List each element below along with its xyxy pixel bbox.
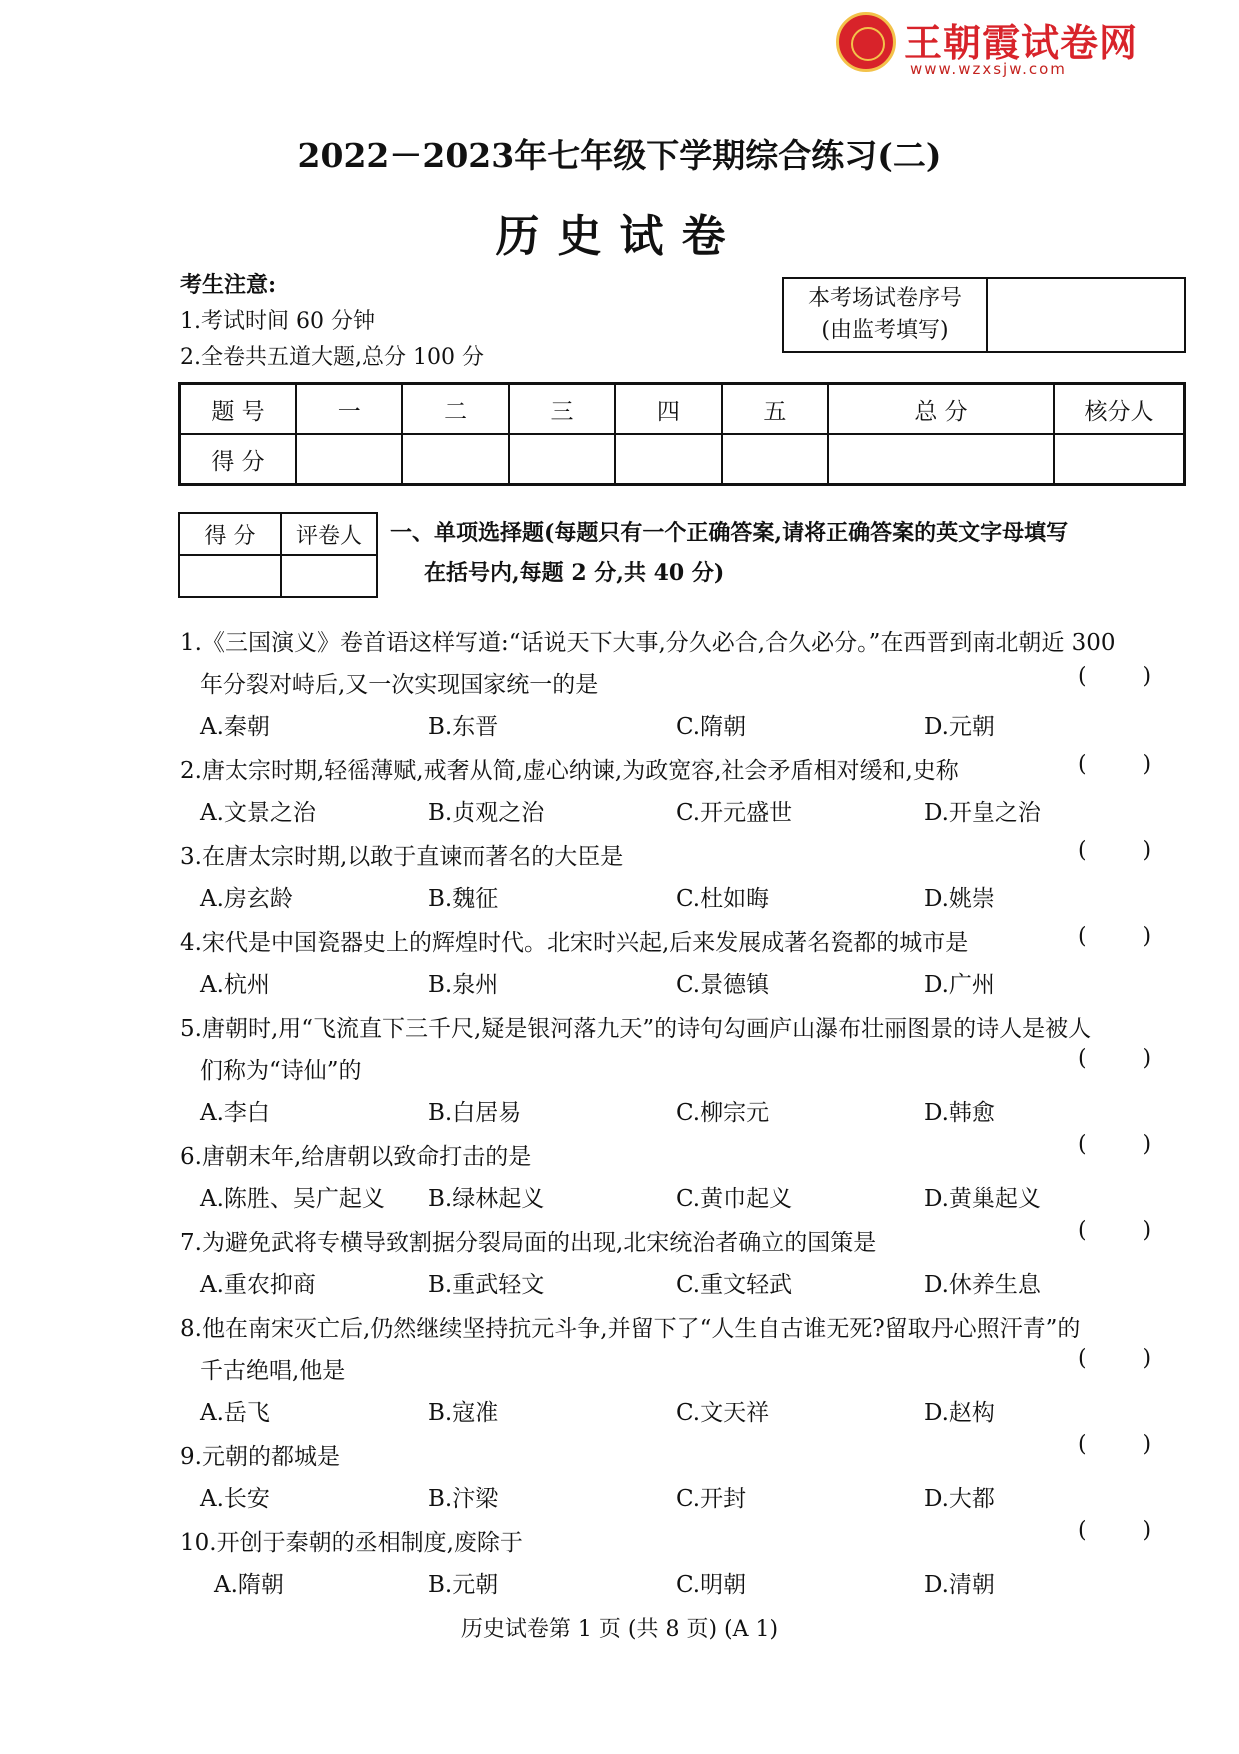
option-a: A.房玄龄 bbox=[200, 886, 293, 912]
table-header-cell: 五 bbox=[722, 384, 828, 435]
serial-number-box bbox=[782, 277, 1186, 353]
option-b: B.东晋 bbox=[428, 714, 499, 740]
score-table bbox=[178, 382, 1186, 486]
table-header-cell: 评卷人 bbox=[281, 513, 377, 555]
option-b: B.汴梁 bbox=[428, 1486, 499, 1512]
answer-bracket[interactable]: ( ) bbox=[1078, 838, 1152, 863]
table-header-cell: 四 bbox=[615, 384, 721, 435]
option-a: A.长安 bbox=[200, 1486, 270, 1512]
option-d: D.韩愈 bbox=[924, 1100, 995, 1126]
question-stem: 年分裂对峙后,又一次实现国家统一的是 bbox=[200, 672, 599, 698]
table-row bbox=[180, 434, 1185, 485]
question-stem: 们称为“诗仙”的 bbox=[200, 1058, 362, 1084]
option-c: C.柳宗元 bbox=[676, 1100, 770, 1126]
option-d: D.休养生息 bbox=[924, 1272, 1041, 1298]
option-c: C.杜如晦 bbox=[676, 886, 770, 912]
table-row bbox=[179, 513, 377, 555]
notice-heading: 考生注意: bbox=[180, 272, 277, 298]
option-b: B.魏征 bbox=[428, 886, 499, 912]
table-row bbox=[180, 384, 1185, 435]
option-b: B.绿林起义 bbox=[428, 1186, 545, 1212]
option-b: B.元朝 bbox=[428, 1572, 499, 1598]
option-d: D.姚崇 bbox=[924, 886, 995, 912]
option-c: C.开封 bbox=[676, 1486, 747, 1512]
serial-label-line: 本考场试卷序号 bbox=[807, 286, 962, 311]
table-header-cell: 三 bbox=[509, 384, 615, 435]
table-header-cell: 得 分 bbox=[179, 513, 281, 555]
table-header-cell: 二 bbox=[402, 384, 508, 435]
score-cell[interactable] bbox=[296, 434, 402, 485]
site-logo bbox=[836, 10, 1156, 78]
notice-item: 2.全卷共五道大题,总分 100 分 bbox=[180, 345, 484, 370]
score-cell[interactable] bbox=[402, 434, 508, 485]
option-c: C.明朝 bbox=[676, 1572, 747, 1598]
question-stem: 8.他在南宋灭亡后,仍然继续坚持抗元斗争,并留下了“人生自古谁无死?留取丹心照汗青”的 bbox=[180, 1316, 1081, 1342]
option-a: A.杭州 bbox=[200, 972, 270, 998]
option-b: B.白居易 bbox=[428, 1100, 522, 1126]
score-cell[interactable] bbox=[828, 434, 1054, 485]
option-a: A.陈胜、吴广起义 bbox=[200, 1186, 385, 1212]
answer-bracket[interactable]: ( ) bbox=[1078, 1046, 1152, 1071]
answer-bracket[interactable]: ( ) bbox=[1078, 752, 1152, 777]
answer-bracket[interactable]: ( ) bbox=[1078, 1346, 1152, 1371]
score-cell[interactable] bbox=[509, 434, 615, 485]
subject-title: 历史试卷 bbox=[495, 211, 744, 262]
section-heading: 一、单项选择题(每题只有一个正确答案,请将正确答案的英文字母填写 bbox=[390, 520, 1069, 546]
option-a: A.李白 bbox=[200, 1100, 270, 1126]
score-cell[interactable] bbox=[1054, 434, 1185, 485]
option-a: A.岳飞 bbox=[200, 1400, 270, 1426]
option-d: D.开皇之治 bbox=[924, 800, 1041, 826]
table-header-cell: 题 号 bbox=[180, 384, 297, 435]
answer-bracket[interactable]: ( ) bbox=[1078, 924, 1152, 949]
answer-bracket[interactable]: ( ) bbox=[1078, 664, 1152, 689]
question-stem: 7.为避免武将专横导致割据分裂局面的出现,北宋统治者确立的国策是 bbox=[180, 1230, 877, 1256]
option-d: D.清朝 bbox=[924, 1572, 995, 1598]
option-a: A.重农抑商 bbox=[200, 1272, 316, 1298]
question-stem: 千古绝唱,他是 bbox=[200, 1358, 346, 1384]
answer-bracket[interactable]: ( ) bbox=[1078, 1432, 1152, 1457]
option-c: C.文天祥 bbox=[676, 1400, 770, 1426]
option-c: C.隋朝 bbox=[676, 714, 747, 740]
brand-url: www.wzxsjw.com bbox=[910, 60, 1067, 78]
question-stem: 4.宋代是中国瓷器史上的辉煌时代。北宋时兴起,后来发展成著名瓷都的城市是 bbox=[180, 930, 969, 956]
grader-cell[interactable] bbox=[281, 555, 377, 597]
option-b: B.重武轻文 bbox=[428, 1272, 545, 1298]
option-d: D.大都 bbox=[924, 1486, 995, 1512]
serial-label-line: (由监考填写) bbox=[821, 318, 949, 343]
question-stem: 5.唐朝时,用“飞流直下三千尺,疑是银河落九天”的诗句勾画庐山瀑布壮丽图景的诗人是被人 bbox=[180, 1016, 1092, 1042]
option-c: C.黄巾起义 bbox=[676, 1186, 793, 1212]
brand-name: 王朝霞试卷网 bbox=[904, 21, 1139, 65]
table-row bbox=[179, 555, 377, 597]
option-c: C.开元盛世 bbox=[676, 800, 793, 826]
score-cell[interactable] bbox=[615, 434, 721, 485]
serial-entry-field[interactable] bbox=[988, 279, 1184, 351]
option-b: B.贞观之治 bbox=[428, 800, 545, 826]
option-c: C.景德镇 bbox=[676, 972, 770, 998]
answer-bracket[interactable]: ( ) bbox=[1078, 1132, 1152, 1157]
option-c: C.重文轻武 bbox=[676, 1272, 793, 1298]
table-header-cell: 一 bbox=[296, 384, 402, 435]
grader-table bbox=[178, 512, 378, 598]
score-cell[interactable] bbox=[179, 555, 281, 597]
exam-title: 2022－2023年七年级下学期综合练习(二) bbox=[297, 136, 942, 175]
option-a: A.隋朝 bbox=[214, 1572, 284, 1598]
table-header-cell: 核分人 bbox=[1054, 384, 1185, 435]
option-d: D.元朝 bbox=[924, 714, 995, 740]
notice-item: 1.考试时间 60 分钟 bbox=[180, 309, 375, 334]
question-stem: 6.唐朝末年,给唐朝以致命打击的是 bbox=[180, 1144, 532, 1170]
row-label-cell: 得 分 bbox=[180, 434, 297, 485]
score-cell[interactable] bbox=[722, 434, 828, 485]
serial-label bbox=[784, 279, 988, 351]
seal-icon bbox=[836, 12, 896, 72]
option-d: D.赵构 bbox=[924, 1400, 995, 1426]
option-b: B.泉州 bbox=[428, 972, 499, 998]
question-stem: 3.在唐太宗时期,以敢于直谏而著名的大臣是 bbox=[180, 844, 624, 870]
table-header-cell: 总 分 bbox=[828, 384, 1054, 435]
answer-bracket[interactable]: ( ) bbox=[1078, 1518, 1152, 1543]
option-a: A.秦朝 bbox=[200, 714, 270, 740]
option-d: D.广州 bbox=[924, 972, 995, 998]
question-stem: 1.《三国演义》卷首语这样写道:“话说天下大事,分久必合,合久必分。”在西晋到南北朝近 300 bbox=[180, 630, 1116, 656]
section-heading: 在括号内,每题 2 分,共 40 分) bbox=[424, 560, 725, 586]
question-stem: 9.元朝的都城是 bbox=[180, 1444, 340, 1470]
option-a: A.文景之治 bbox=[200, 800, 316, 826]
question-stem: 10.开创于秦朝的丞相制度,废除于 bbox=[180, 1530, 523, 1556]
option-b: B.寇准 bbox=[428, 1400, 499, 1426]
question-stem: 2.唐太宗时期,轻徭薄赋,戒奢从简,虚心纳谏,为政宽容,社会矛盾相对缓和,史称 bbox=[180, 758, 959, 784]
page-footer: 历史试卷第 1 页 (共 8 页) (A 1) bbox=[460, 1617, 779, 1642]
answer-bracket[interactable]: ( ) bbox=[1078, 1218, 1152, 1243]
option-d: D.黄巢起义 bbox=[924, 1186, 1041, 1212]
